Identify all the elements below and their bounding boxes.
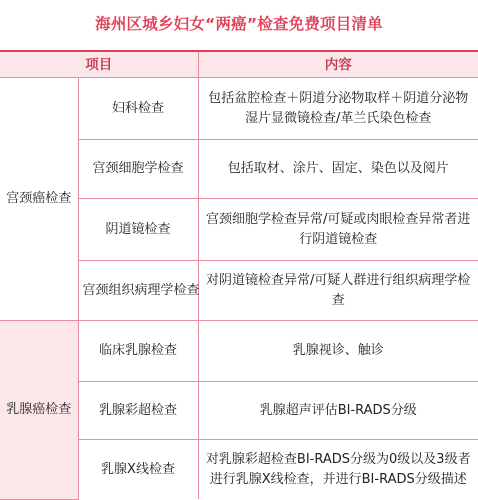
item-content: 包括取材、涂片、固定、染色以及阅片 xyxy=(198,140,478,199)
item-name: 乳腺X线检查 xyxy=(78,440,198,500)
item-name: 宫颈组织病理学检查 xyxy=(78,261,198,321)
item-name: 宫颈细胞学检查 xyxy=(78,140,198,199)
table-row xyxy=(0,321,478,382)
item-name: 阴道镜检查 xyxy=(78,199,198,261)
item-name: 妇科检查 xyxy=(78,78,198,140)
item-name: 临床乳腺检查 xyxy=(78,321,198,382)
item-name: 乳腺彩超检查 xyxy=(78,382,198,440)
category-breast: 乳腺癌检查 xyxy=(0,321,78,500)
item-content: 乳腺超声评估BI-RADS分级 xyxy=(198,382,478,440)
cervical-cancer-group xyxy=(0,78,478,321)
table-header-row xyxy=(0,51,478,78)
item-content: 对阴道镜检查异常/可疑人群进行组织病理学检查 xyxy=(198,261,478,321)
item-content: 包括盆腔检查＋阴道分泌物取样＋阴道分泌物湿片显微镜检查/革兰氏染色检查 xyxy=(198,78,478,140)
item-content: 对乳腺彩超检查BI-RADS分级为0级以及3级者进行乳腺X线检查，并进行BI-RADS分级描述 xyxy=(198,440,478,500)
document-title: 海州区城乡妇女“两癌”检查免费项目清单 xyxy=(95,15,383,33)
table-row xyxy=(0,78,478,140)
header-content: 内容 xyxy=(198,51,478,78)
item-content: 宫颈细胞学检查异常/可疑或肉眼检查异常者进行阴道镜检查 xyxy=(198,199,478,261)
screening-items-table xyxy=(0,50,478,500)
header-item: 项目 xyxy=(0,51,198,78)
item-content: 乳腺视诊、触诊 xyxy=(198,321,478,382)
category-cervical: 宫颈癌检查 xyxy=(0,78,78,321)
breast-cancer-group xyxy=(0,321,478,500)
